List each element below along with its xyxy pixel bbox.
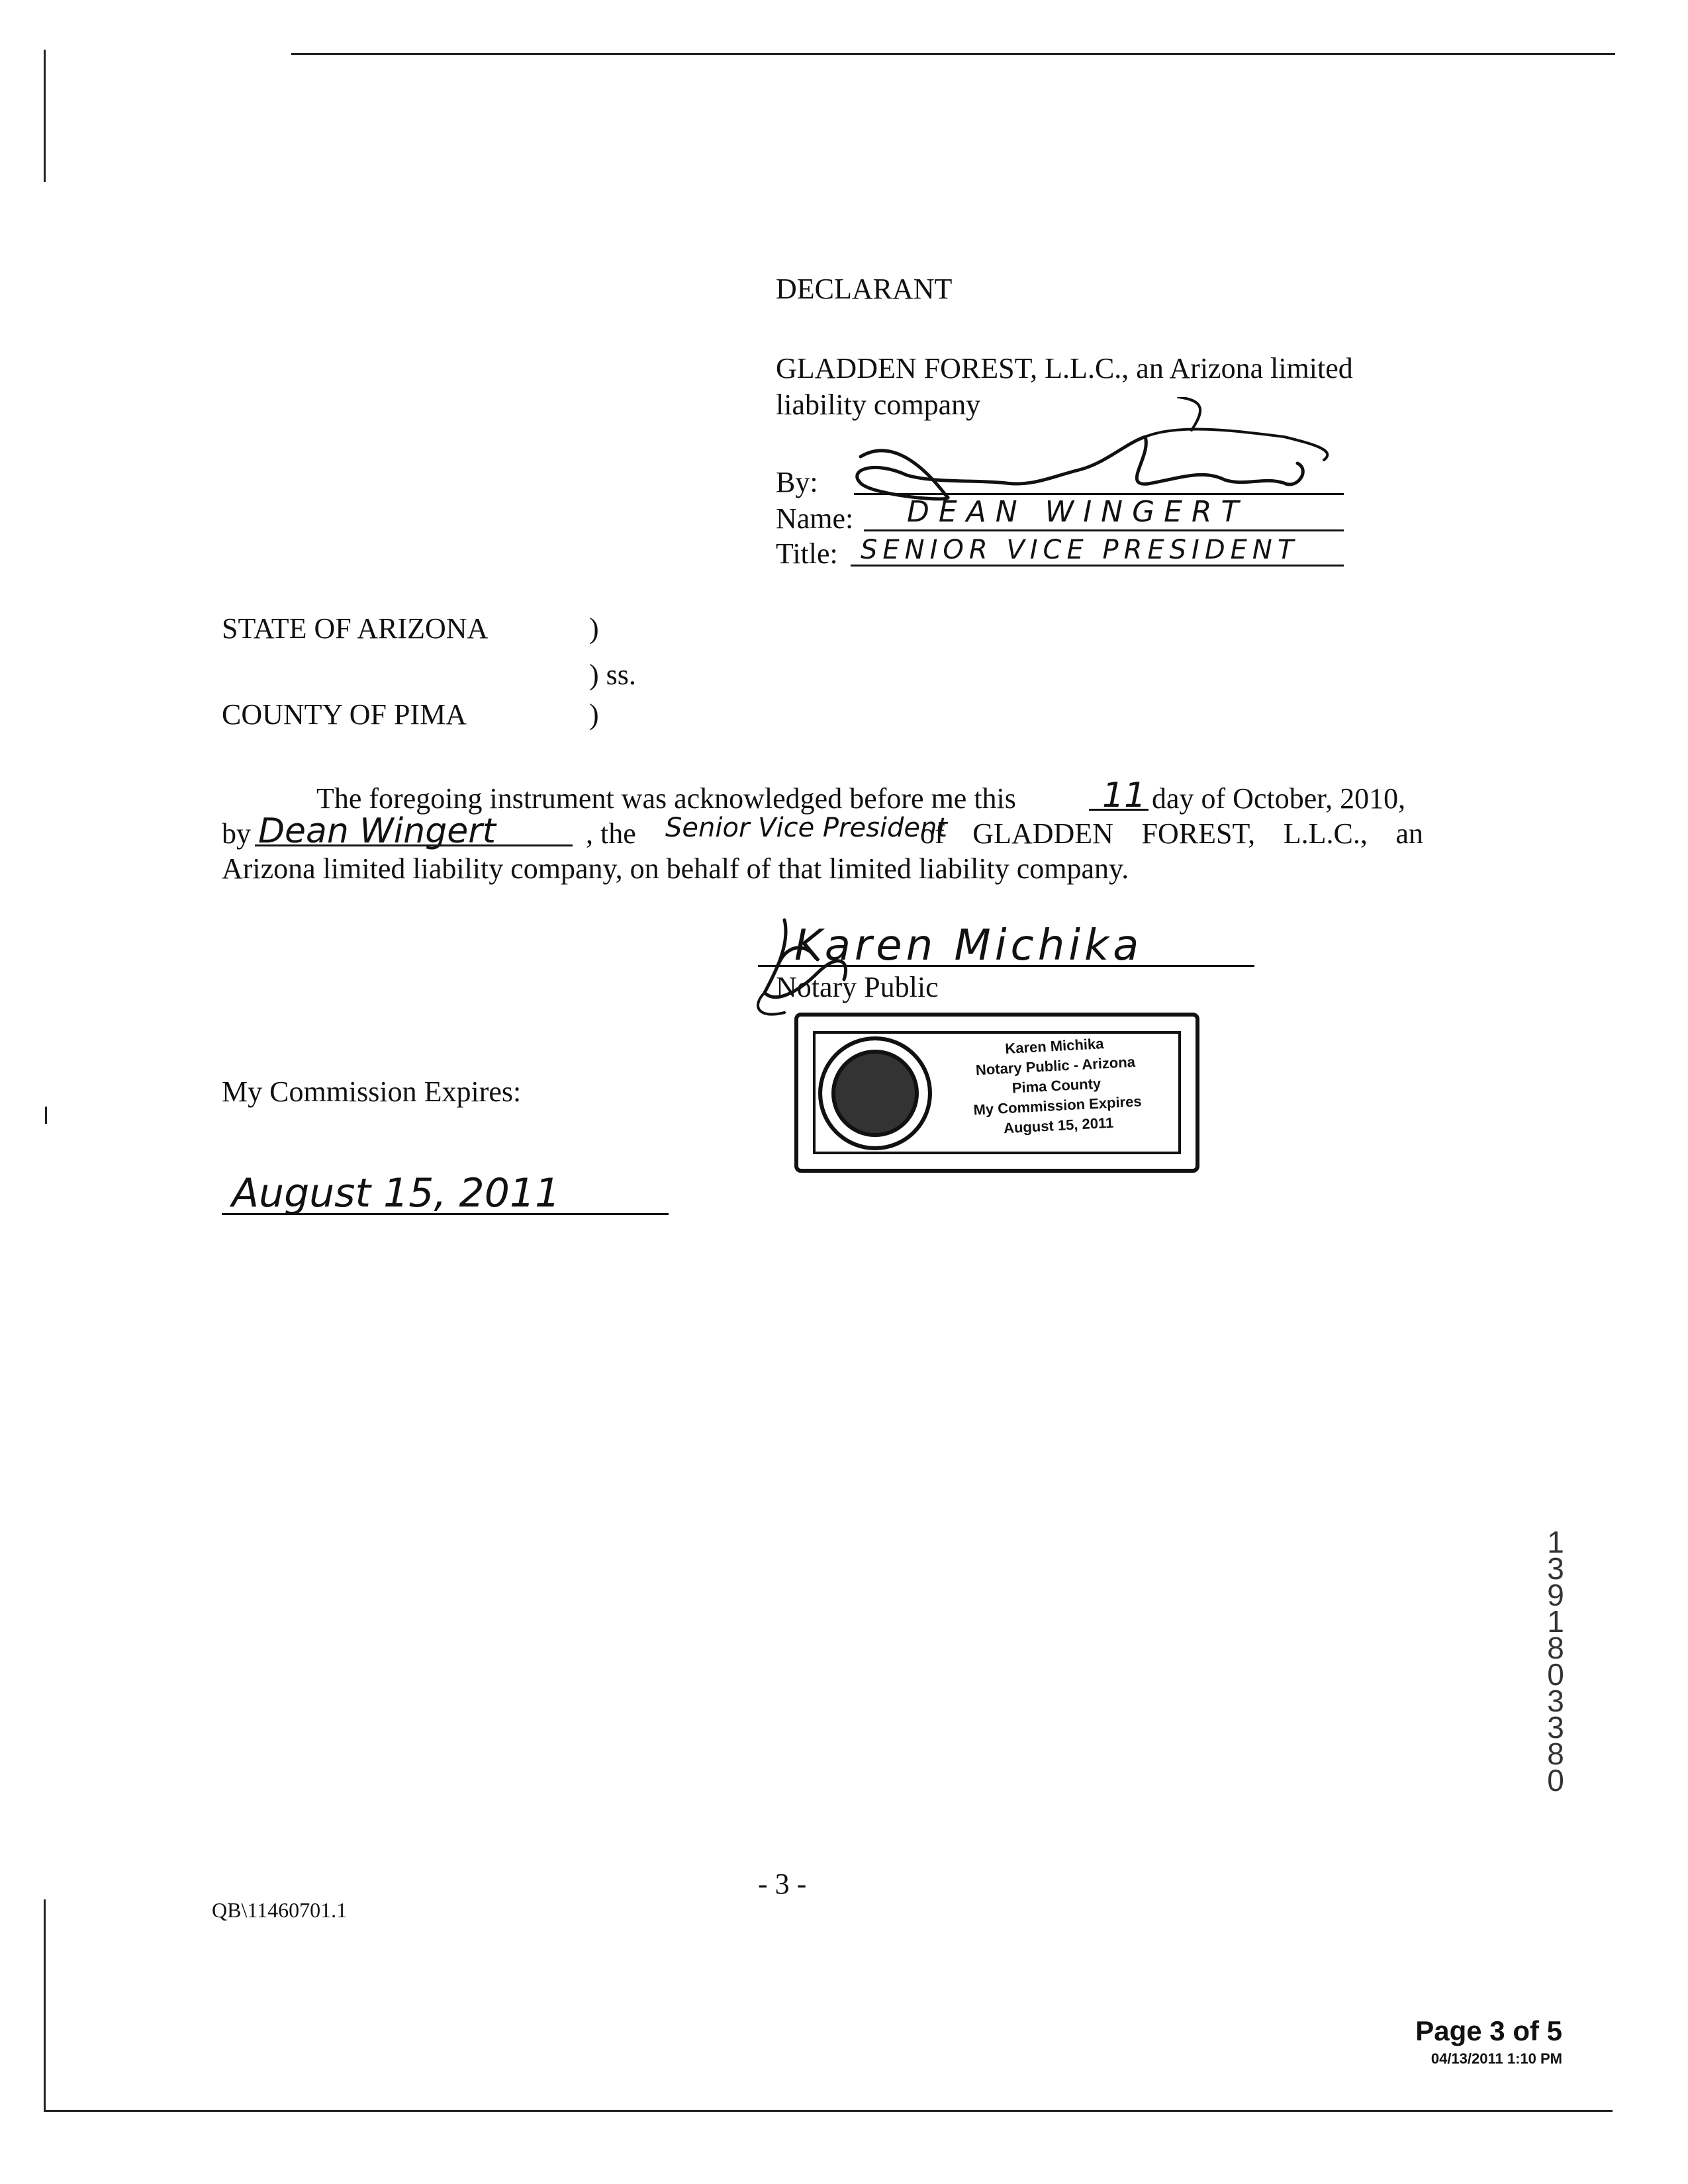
notary-stamp bbox=[794, 1013, 1199, 1173]
stamp-line-expires-date: August 15, 2011 bbox=[1003, 1114, 1114, 1137]
stamp-line-name: Karen Michika bbox=[1004, 1035, 1104, 1057]
by-label: By: bbox=[776, 466, 818, 498]
page-marker: - 3 - bbox=[758, 1868, 807, 1900]
document-id: QB\11460701.1 bbox=[212, 1898, 348, 1922]
declarant-signature bbox=[834, 397, 1364, 510]
ack-the-label: , the bbox=[586, 817, 636, 850]
ack-day-value: 11 bbox=[1102, 776, 1147, 815]
page-of-indicator: Page 3 of 5 bbox=[1415, 2015, 1562, 2046]
recording-number: 13918 03380 bbox=[1547, 1525, 1564, 1797]
stamp-line-county: Pima County bbox=[1011, 1075, 1102, 1097]
declarant-heading: DECLARANT bbox=[776, 273, 953, 305]
title-value: SENIOR VICE PRESIDENT bbox=[861, 535, 1299, 565]
name-value: DEAN WINGERT bbox=[907, 495, 1248, 529]
ack-by-label: by bbox=[222, 817, 251, 850]
title-label: Title: bbox=[776, 537, 838, 570]
notary-label: Notary Public bbox=[776, 971, 939, 1003]
commission-label: My Commission Expires: bbox=[222, 1075, 522, 1108]
name-label: Name: bbox=[776, 502, 854, 535]
stamp-line-office: Notary Public - Arizona bbox=[975, 1053, 1136, 1079]
ack-line1-suffix: day of October, 2010, bbox=[1152, 782, 1406, 815]
notary-signature-text: Karen Michika bbox=[794, 921, 1143, 970]
notary-stamp-text bbox=[935, 1030, 1178, 1142]
name-line bbox=[864, 529, 1344, 531]
scan-border-top bbox=[291, 53, 1615, 55]
commission-value: August 15, 2011 bbox=[232, 1170, 561, 1216]
scan-border-bottom bbox=[44, 2110, 1613, 2112]
scan-border-left bbox=[44, 50, 46, 182]
ack-title-value: Senior Vice President bbox=[665, 813, 948, 843]
scan-border-left-lower bbox=[44, 1899, 46, 2111]
ack-by-value: Dean Wingert bbox=[258, 811, 496, 851]
ack-line3: Arizona limited liability company, on behalf of that limited liability company. bbox=[222, 852, 1129, 885]
ack-line2-suffix: of GLADDEN FOREST, L.L.C., an bbox=[920, 817, 1423, 850]
print-timestamp: 04/13/2011 1:10 PM bbox=[1430, 2050, 1562, 2067]
ack-line1-prefix: The foregoing instrument was acknowledged before me this bbox=[316, 782, 1016, 815]
venue-state-paren: ) bbox=[589, 612, 599, 645]
venue-county: COUNTY OF PIMA bbox=[222, 698, 467, 731]
venue-county-paren: ) bbox=[589, 698, 599, 731]
state-seal-icon bbox=[818, 1036, 932, 1150]
venue-state: STATE OF ARIZONA bbox=[222, 612, 489, 645]
declarant-company-line1: GLADDEN FOREST, L.L.C., an Arizona limited bbox=[776, 352, 1353, 385]
declarant-company-line2: liability company bbox=[776, 388, 981, 421]
stamp-line-expires-label: My Commission Expires bbox=[972, 1093, 1143, 1118]
venue-ss: ) ss. bbox=[589, 659, 636, 691]
scan-speck bbox=[45, 1107, 47, 1124]
